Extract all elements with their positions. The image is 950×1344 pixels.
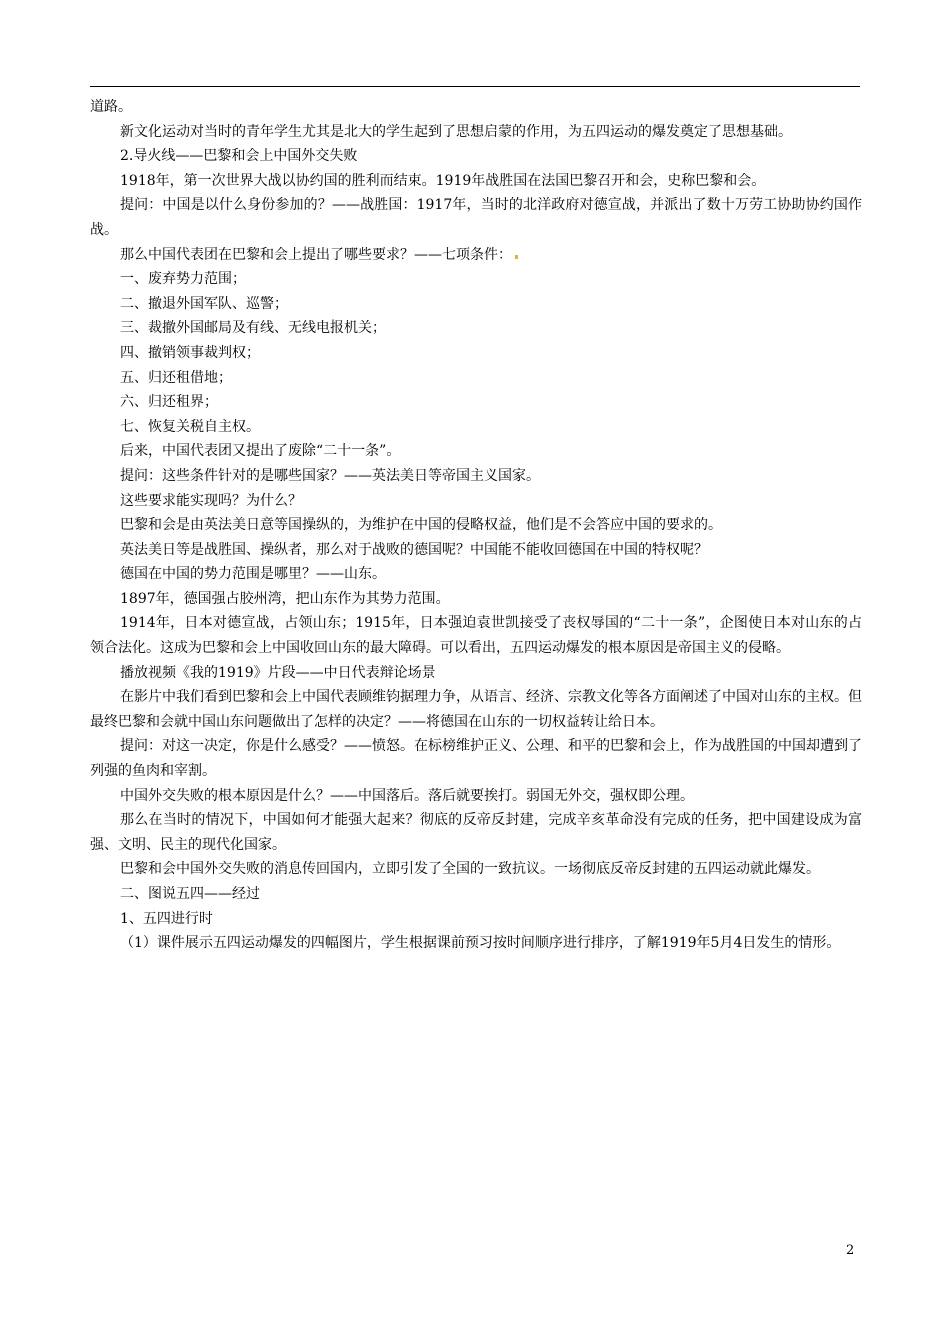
paragraph: 播放视频《我的1919》片段——中日代表辩论场景 xyxy=(120,664,436,681)
header-rule xyxy=(90,86,860,87)
list-item: 五、归还租借地； xyxy=(120,369,232,386)
paragraph: 那么在当时的情况下，中国如何才能强大起来？彻底的反帝反封建，完成辛亥革命没有完成的任务，把中国建设成为富强、文明、民主的现代化国家。 xyxy=(90,812,862,853)
paragraph: 1914年，日本对德宣战，占领山东；1915年，日本强迫袁世凯接受了丧权辱国的“二十一条”，企图使日本对山东的占领合法化。这成为巴黎和会上中国收回山东的最大障碍。可以看出，五四运动爆发的根本原因是帝国主义的侵略。 xyxy=(90,615,862,657)
list-item: 七、恢复关税自主权。 xyxy=(120,418,260,435)
paragraph-text: 那么中国代表团在巴黎和会上提出了哪些要求？——七项条件： xyxy=(120,246,512,263)
paragraph: 在影片中我们看到巴黎和会上中国代表顾维钧据理力争，从语言、经济、宗教文化等各方面阐述了中国对山东的主权。但最终巴黎和会就中国山东问题做出了怎样的决定？——将德国在山东的一切权益转让给日本。 xyxy=(90,689,862,730)
paragraph: 道路。 xyxy=(90,99,132,115)
paragraph: 巴黎和会中国外交失败的消息传回国内，立即引发了全国的一致抗议。一场彻底反帝反封建的五四运动就此爆发。 xyxy=(120,861,820,878)
paragraph: 1897年，德国强占胶州湾，把山东作为其势力范围。 xyxy=(120,590,450,607)
page-number: 2 xyxy=(846,1243,855,1258)
paragraph: 1918年，第一次世界大战以协约国的胜利而结束。1919年战胜国在法国巴黎召开和会，史称巴黎和会。 xyxy=(120,172,766,189)
paragraph: 提问：对这一决定，你是什么感受？——愤怒。在标榜维护正义、公理、和平的巴黎和会上，作为战胜国的中国却遭到了列强的鱼肉和宰割。 xyxy=(90,738,862,780)
paragraph: 新文化运动对当时的青年学生尤其是北大的学生起到了思想启蒙的作用，为五四运动的爆发奠定了思想基础。 xyxy=(120,123,792,140)
paragraph xyxy=(90,243,862,268)
list-item: 六、归还租界； xyxy=(120,394,218,411)
subsection-heading: 1、五四进行时 xyxy=(120,910,213,927)
paragraph: 英法美日等是战胜国、操纵者，那么对于战败的德国呢？中国能不能收回德国在中国的特权呢？ xyxy=(120,541,708,558)
paragraph: 巴黎和会是由英法美日意等国操纵的，为维护在中国的侵略权益，他们是不会答应中国的要求的。 xyxy=(120,517,722,534)
paragraph: 中国外交失败的根本原因是什么？——中国落后。落后就要挨打。弱国无外交，强权即公理。 xyxy=(120,787,694,804)
paragraph: 这些要求能实现吗？为什么？ xyxy=(120,492,302,509)
paragraph: 后来，中国代表团又提出了废除“二十一条”。 xyxy=(120,443,401,460)
list-item: 四、撤销领事裁判权； xyxy=(120,344,260,361)
section-heading: 2.导火线——巴黎和会上中国外交失败 xyxy=(120,148,358,165)
highlight-mark xyxy=(515,255,518,259)
paragraph: 提问：这些条件针对的是哪些国家？——英法美日等帝国主义国家。 xyxy=(120,467,540,484)
paragraph: 德国在中国的势力范围是哪里？——山东。 xyxy=(120,566,386,583)
paragraph: （1）课件展示五四运动爆发的四幅图片，学生根据课前预习按时间顺序进行排序，了解1919年5月4日发生的情形。 xyxy=(120,935,841,952)
list-item: 二、撤退外国军队、巡警； xyxy=(120,295,288,312)
list-item: 三、裁撤外国邮局及有线、无线电报机关； xyxy=(120,320,386,337)
list-item: 一、废弃势力范围； xyxy=(120,271,246,288)
section-heading: 二、图说五四——经过 xyxy=(120,886,260,902)
paragraph: 提问：中国是以什么身份参加的？——战胜国：1917年，当时的北洋政府对德宣战，并派出了数十万劳工协助协约国作战。 xyxy=(90,197,862,238)
document-body xyxy=(90,95,862,956)
